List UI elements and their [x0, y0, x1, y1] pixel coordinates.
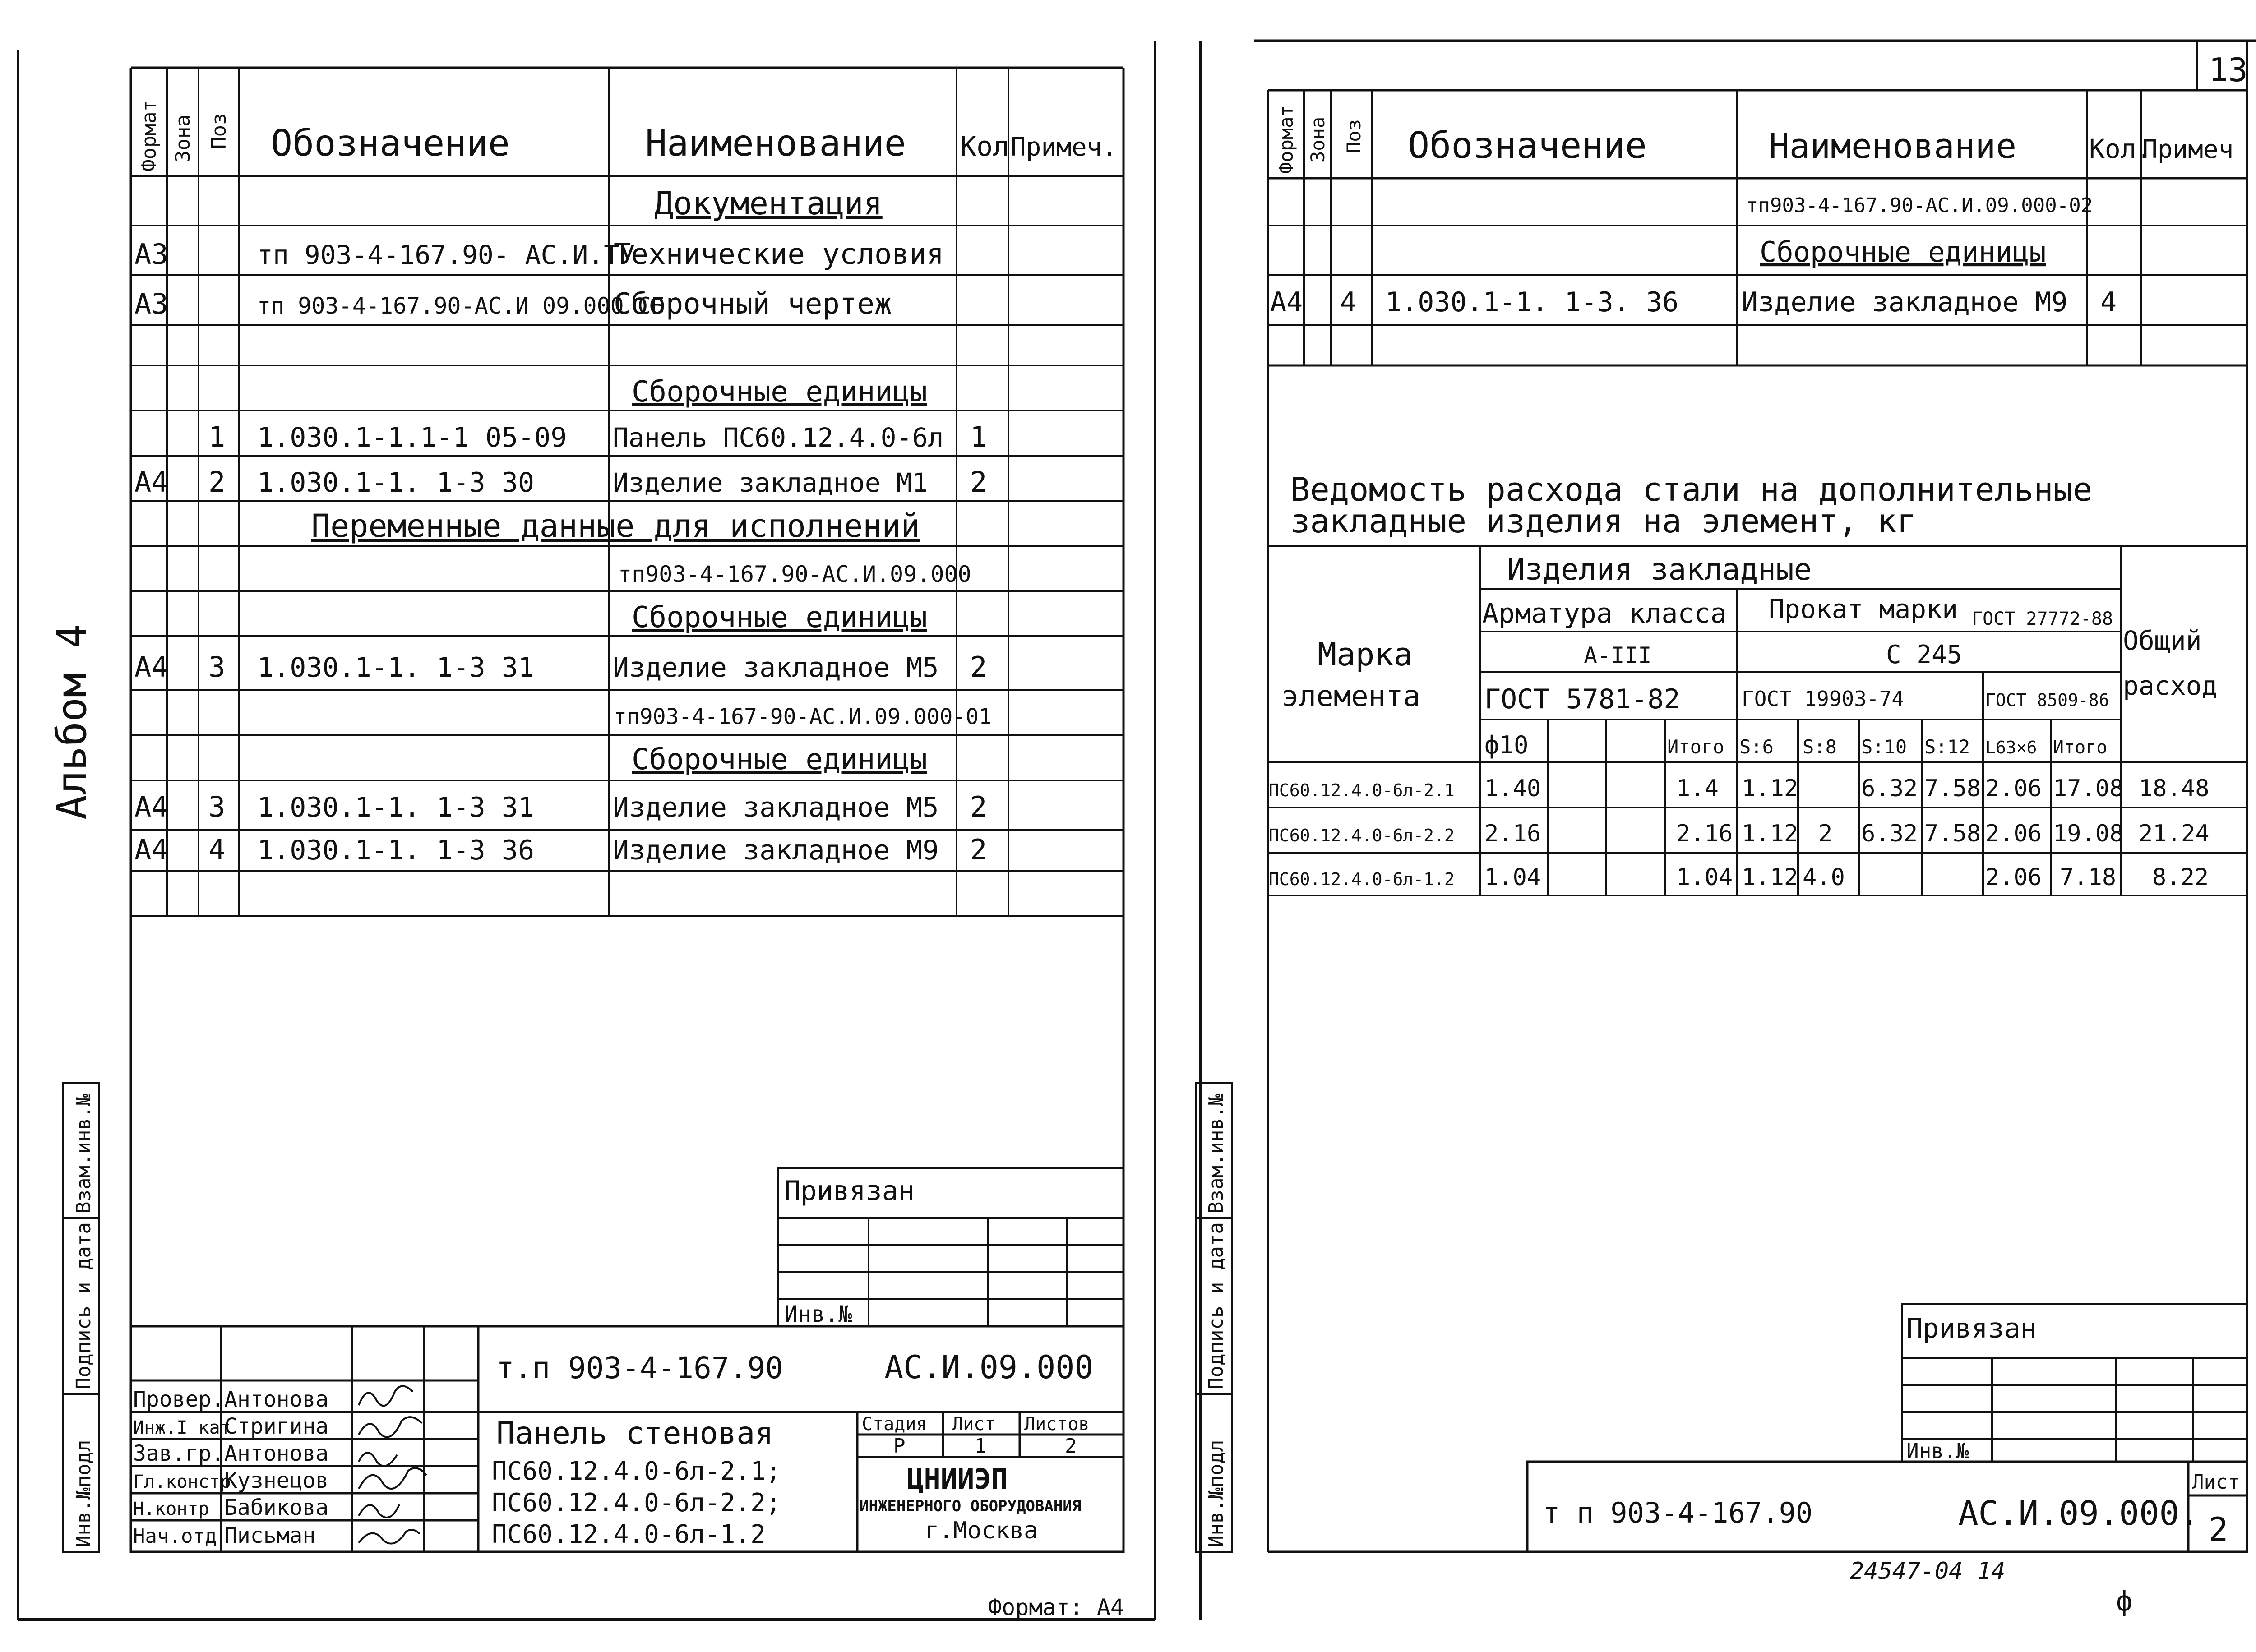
header-pos: Поз	[208, 113, 231, 149]
side-stamp-replace: Взам.инв.№	[72, 1094, 95, 1214]
document-code: АС.И.09.000.	[1958, 1494, 2200, 1533]
header-qty: Кол.	[2089, 134, 2152, 164]
h-rolled-gost: ГОСТ 27772-88	[1972, 609, 2113, 629]
row-designation: 1.030.1-1. 1-3. 36	[1385, 286, 1679, 318]
h-rebar-class: А-III	[1584, 642, 1652, 669]
row-cell: 1.12	[1742, 864, 1798, 891]
row-cell: 19.08	[2053, 820, 2124, 847]
sign-name: Антонова	[224, 1387, 329, 1412]
row-cell: 1.12	[1742, 820, 1798, 847]
row-format: А4	[134, 651, 168, 683]
album-label: Альбом 4	[48, 624, 96, 820]
section-documentation: Документация	[654, 185, 883, 222]
row-cell: 1.4	[1676, 775, 1719, 802]
section-assembly-units: Сборочные единицы	[632, 743, 928, 776]
row-name: Изделие закладное М9	[1742, 286, 2068, 318]
footer-code: 24547-04 14	[1850, 1558, 2006, 1585]
row-cell: 17.08	[2053, 775, 2124, 802]
col-header: S:10	[1861, 736, 1907, 758]
row-qty: 2	[970, 466, 987, 498]
h-total: Общий	[2123, 625, 2202, 656]
row-cell: 7.58	[1924, 775, 1981, 802]
sheet-label: Лист	[2192, 1471, 2240, 1494]
row-qty: 4	[2100, 286, 2117, 318]
header-format: Формат	[1275, 105, 1297, 174]
section-assembly-units: Сборочные единицы	[632, 375, 928, 409]
row-format: А3	[134, 238, 168, 271]
section-assembly-units: Сборочные единицы	[1760, 235, 2046, 268]
row-mark: ПС60.12.4.0-6л-1.2	[1269, 869, 1455, 889]
col-header: S:8	[1803, 736, 1837, 758]
project-number: т.п 903-4-167.90	[496, 1351, 783, 1385]
row-cell: 2	[1818, 820, 1833, 847]
stage-label: Стадия	[862, 1414, 927, 1435]
row-cell: 6.32	[1861, 775, 1918, 802]
org-subtitle: ИНЖЕНЕРНОГО ОБОРУДОВАНИЯ	[860, 1497, 1082, 1515]
row-total: 18.48	[2139, 775, 2210, 802]
h-rolled: Прокат марки	[1769, 594, 1958, 624]
sign-role: Инж.I кат	[133, 1417, 231, 1438]
side-stamp-inv: Инв.№подл	[1205, 1440, 1228, 1547]
row-cell: 6.32	[1861, 820, 1918, 847]
row-format: А3	[134, 287, 168, 320]
row-cell: 2.06	[1985, 775, 2042, 802]
row-qty: 2	[970, 790, 987, 823]
project-number: т п 903-4-167.90	[1543, 1496, 1813, 1529]
row-pos: 2	[208, 466, 226, 498]
header-designation: Обозначение	[1408, 125, 1647, 166]
h-rebar: Арматура класса	[1482, 598, 1727, 629]
side-stamp-replace: Взам.инв.№	[1205, 1094, 1228, 1214]
org-city: г.Москва	[925, 1517, 1038, 1544]
col-header: S:12	[1924, 736, 1970, 758]
row-format: А4	[134, 790, 168, 823]
row-designation: тп 903-4-167.90-АС.И 09.000 СБ	[257, 293, 665, 319]
row-designation: 1.030.1-1. 1-3 36	[257, 835, 535, 866]
footer-mark: ф	[2116, 1586, 2133, 1617]
side-stamp-signature: Подпись и дата	[72, 1222, 95, 1389]
sheet-value: 2	[2209, 1510, 2228, 1548]
h-mark: Марка	[1318, 636, 1413, 673]
org-name: ЦНИИЭП	[907, 1463, 1008, 1495]
h-rebar-gost: ГОСТ 5781-82	[1484, 683, 1680, 715]
inv-no-label: Инв.№	[1906, 1439, 1969, 1463]
sign-name: Кузнецов	[224, 1468, 329, 1493]
row-name: тп903-4-167.90-АС.И.09.000-02	[1746, 194, 2093, 217]
row-pos: 1	[208, 420, 226, 453]
inv-no-label: Инв.№	[784, 1301, 852, 1327]
stage-value: Р	[893, 1435, 906, 1458]
row-designation: 1.030.1-1. 1-3 31	[257, 652, 535, 683]
sheet-value: 1	[975, 1435, 987, 1458]
variable-data-header: Переменные данные для исполнений	[311, 508, 920, 545]
h-gost-19903: ГОСТ 19903-74	[1742, 687, 1905, 711]
row-qty: 1	[970, 420, 987, 453]
header-format: Формат	[138, 100, 161, 171]
h-embedded: Изделия закладные	[1507, 552, 1812, 587]
row-pos: 3	[208, 651, 226, 683]
sign-role: Зав.гр.	[133, 1441, 225, 1466]
row-total: 21.24	[2139, 820, 2210, 847]
row-mark: ПС60.12.4.0-6л-2.1	[1269, 780, 1455, 800]
header-name: Наименование	[645, 122, 906, 164]
sign-role: Гл.констр	[133, 1472, 231, 1492]
sign-name: Антонова	[224, 1441, 329, 1466]
row-mark: ПС60.12.4.0-6л-2.2	[1269, 826, 1455, 845]
row-cell: 1.40	[1484, 775, 1541, 802]
row-cell: 7.18	[2060, 864, 2117, 891]
title-line: ПС60.12.4.0-6л-2.1;	[492, 1457, 781, 1486]
h-mark-2: элемента	[1281, 680, 1421, 713]
row-name: тп903-4-167.90-АС.И.09.000	[618, 561, 971, 587]
section-assembly-units: Сборочные единицы	[632, 601, 928, 634]
col-header: S:6	[1739, 736, 1774, 758]
sign-name: Письман	[224, 1523, 316, 1548]
row-cell: 1.04	[1676, 864, 1733, 891]
row-pos: 4	[1340, 286, 1357, 318]
col-header: ф10	[1484, 731, 1529, 759]
title-line: Панель стеновая	[496, 1416, 774, 1451]
header-pos: Поз	[1343, 119, 1365, 153]
col-header: Итого	[1667, 736, 1724, 758]
sheet-label: Лист	[952, 1414, 996, 1435]
row-cell: 2.16	[1676, 820, 1733, 847]
header-name: Наименование	[1769, 126, 2017, 166]
row-name: Изделие закладное М9	[613, 835, 939, 866]
row-designation: тп 903-4-167.90- АС.И.ТУ	[257, 240, 636, 270]
sheets-value: 2	[1065, 1435, 1077, 1458]
sheets-label: Листов	[1024, 1414, 1090, 1435]
title-line: ПС60.12.4.0-6л-2.2;	[492, 1488, 781, 1518]
row-cell: 2.16	[1484, 820, 1541, 847]
sign-name: Бабикова	[224, 1495, 329, 1520]
h-gost-8509: ГОСТ 8509-86	[1985, 690, 2109, 710]
statement-title: Ведомость расхода стали на дополнительные	[1290, 471, 2093, 508]
row-cell: 2.06	[1985, 820, 2042, 847]
row-name: Изделие закладное М5	[613, 792, 939, 823]
header-note: Примеч.	[1011, 133, 1118, 162]
row-qty: 2	[970, 833, 987, 866]
row-format: А4	[134, 833, 168, 866]
header-zone: Зона	[171, 115, 194, 162]
sign-name: Стригина	[224, 1414, 329, 1439]
row-cell: 4.0	[1803, 864, 1845, 891]
row-designation: 1.030.1-1. 1-3 31	[257, 792, 535, 823]
row-name: Сборочный чертеж	[614, 287, 892, 321]
header-zone: Зона	[1307, 116, 1329, 162]
row-designation: 1.030.1-1.1-1 05-09	[257, 422, 567, 453]
row-name: тп903-4-167-90-АС.И.09.000-01	[614, 704, 992, 729]
row-name: Панель ПС60.12.4.0-6л	[613, 422, 944, 453]
row-cell: 1.12	[1742, 775, 1798, 802]
side-stamp-inv: Инв.№подл	[72, 1440, 95, 1547]
row-name: Изделие закладное М1	[613, 467, 928, 498]
row-name: Изделие закладное М5	[613, 652, 939, 683]
side-stamp-signature: Подпись и дата	[1205, 1222, 1228, 1389]
row-format: А4	[134, 466, 168, 498]
sign-role: Н.контр	[133, 1499, 209, 1519]
header-designation: Обозначение	[271, 122, 510, 164]
format-label: Формат: А4	[988, 1594, 1124, 1620]
sign-role: Провер.	[133, 1387, 225, 1412]
document-code: АС.И.09.000	[884, 1349, 1094, 1386]
row-format: А4	[1270, 286, 1303, 318]
header-qty: Кол	[960, 131, 1009, 162]
sign-role: Нач.отд	[133, 1525, 217, 1548]
row-name: Технические условия	[614, 238, 944, 271]
row-cell: 7.58	[1924, 820, 1981, 847]
h-rolled-grade: С 245	[1886, 640, 1962, 669]
row-qty: 2	[970, 651, 987, 683]
privyazan-label: Привязан	[1906, 1313, 2037, 1344]
col-header: L63×6	[1985, 738, 2037, 757]
privyazan-label: Привязан	[784, 1175, 915, 1207]
title-line: ПС60.12.4.0-6л-1.2	[492, 1520, 766, 1549]
row-cell: 2.06	[1985, 864, 2042, 891]
h-total-2: расход	[2123, 670, 2218, 701]
header-note: Примеч	[2142, 135, 2234, 164]
row-cell: 1.04	[1484, 864, 1541, 891]
statement-title-2: закладные изделия на элемент, кг	[1290, 502, 1917, 540]
page-number: 13	[2209, 51, 2248, 89]
row-pos: 3	[208, 790, 226, 823]
col-header: Итого	[2053, 737, 2108, 758]
row-total: 8.22	[2152, 864, 2209, 891]
row-designation: 1.030.1-1. 1-3 30	[257, 467, 535, 498]
row-pos: 4	[208, 833, 226, 866]
